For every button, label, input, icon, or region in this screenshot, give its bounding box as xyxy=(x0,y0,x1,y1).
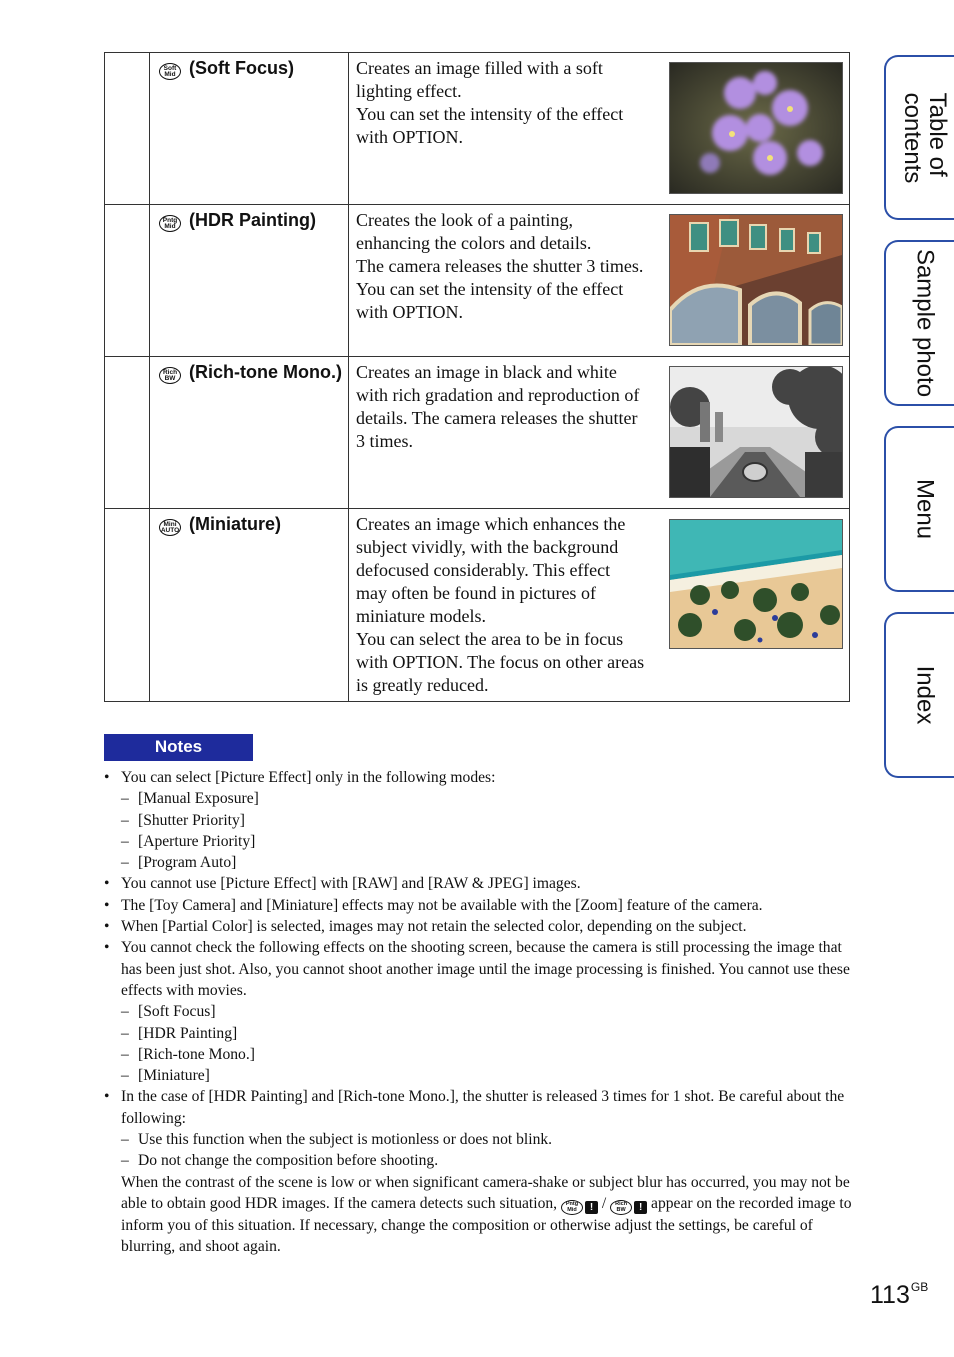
sub-item: – [Manual Exposure] xyxy=(121,790,259,808)
effect-description: Creates an image filled with a soft lighting effect. You can set the intensity of the effect with OPTION. xyxy=(356,58,624,147)
sub-item: – [Shutter Priority] xyxy=(121,811,245,829)
hdr-painting-sample-photo xyxy=(669,214,843,346)
rich-tone-mono-icon: Rich BW xyxy=(159,367,181,384)
notes-heading: Notes xyxy=(104,734,253,761)
effect-description: Creates the look of a painting, enhancing the colors and details. The camera releases the shutter 3 times. You can set the intensity of the effect with OPTION. xyxy=(356,210,644,322)
blank-cell xyxy=(105,205,150,357)
sub-item: – Do not change the composition before shooting. xyxy=(121,1152,439,1170)
rich-tone-mono-icon: Rich BW xyxy=(610,1200,632,1215)
blank-cell xyxy=(105,53,150,205)
tab-index[interactable] xyxy=(884,612,954,778)
effect-description-cell xyxy=(349,509,850,702)
hdr-painting-icon: Pntg Mid xyxy=(159,215,181,232)
effect-label: (Rich-tone Mono.) xyxy=(189,362,342,382)
effect-description: Creates an image which enhances the subject vividly, with the background defocused considerably. This effect may often be found in pictures of miniature models. You can select the area to be in focus with OPTION. The focus on other areas is greatly reduced. xyxy=(356,514,645,695)
list-item: • You can select [Picture Effect] only in the following modes: – [Manual Exposure] – [Shutter Priority] – [Aperture Priority] – [Program Auto] xyxy=(104,767,852,873)
tab-label: Sample photo xyxy=(911,248,939,398)
sub-item: – [Rich-tone Mono.] xyxy=(121,1045,255,1063)
effect-label: (HDR Painting) xyxy=(189,210,316,230)
effect-description-cell xyxy=(349,357,850,509)
list-item: • The [Toy Camera] and [Miniature] effects may not be available with the [Zoom] feature of the camera. xyxy=(104,896,763,914)
effect-description-cell xyxy=(349,205,850,357)
hdr-painting-icon: Pntg Mid xyxy=(561,1200,583,1215)
list-item: • You cannot use [Picture Effect] with [RAW] and [RAW & JPEG] images. xyxy=(104,875,581,893)
page-number: $113^{GB}$ xyxy=(870,1280,929,1309)
hdr-warning-paragraph: When the contrast of the scene is low or when significant camera-shake or subject blur has occurred, you may not be able to obtain good HDR images. If the camera detects such situation, Pntg Mid ! / Rich BW ! appear on the recorded image to inform you of this situation. If necessary, change the composition or otherwise adjust the settings, be careful of blurring, and shoot again. xyxy=(121,1173,852,1256)
rich-tone-mono-sample-photo xyxy=(669,366,843,498)
effect-label: (Miniature) xyxy=(189,514,281,534)
effect-name-cell xyxy=(150,53,349,205)
sub-item: – [Program Auto] xyxy=(121,854,237,872)
tab-table-of-contents[interactable] xyxy=(884,55,954,220)
tab-sample-photo[interactable] xyxy=(884,240,954,406)
soft-focus-sample-photo xyxy=(669,62,843,194)
sub-item: – [Aperture Priority] xyxy=(121,832,256,850)
warning-icon: ! xyxy=(634,1201,647,1214)
list-item: • When [Partial Color] is selected, images may not retain the selected color, depending on the subject. xyxy=(104,918,747,936)
tab-label: Index xyxy=(911,665,939,725)
miniature-sample-photo xyxy=(669,519,843,649)
table-row xyxy=(105,357,850,509)
tab-menu[interactable] xyxy=(884,426,954,592)
list-item: • In the case of [HDR Painting] and [Rich-tone Mono.], the shutter is released 3 times for 1 shot. Be careful about the following: – Use this function when the subject is motionless or does not blink. – Do not change the composition before shooting. When the contrast of the scene is low or when significant camera-shake or subject blur has occurred, you may not be able to obtain good HDR images. If the camera detects such situation, Pntg Mid ! / Rich BW ! appear on the recorded image to inform you of this situation. If necessary, change the composition or otherwise adjust the settings, be careful of blurring, and shoot again. xyxy=(104,1086,852,1257)
tab-label: Menu xyxy=(911,478,939,540)
soft-focus-icon: Soft Mid xyxy=(159,63,181,80)
sub-item: – [Miniature] xyxy=(121,1067,210,1085)
effect-name-cell xyxy=(150,205,349,357)
effect-description: Creates an image in black and white with rich gradation and reproduction of details. The camera releases the shutter 3 times. xyxy=(356,362,640,451)
tab-label: Table of contents xyxy=(899,92,951,183)
sub-item: – Use this function when the subject is motionless or does not blink. xyxy=(121,1131,553,1149)
picture-effects-table xyxy=(104,52,850,702)
table-row xyxy=(105,509,850,702)
effect-name-cell xyxy=(150,509,349,702)
list-item: • You cannot check the following effects on the shooting screen, because the camera is still processing the image that has been just shot. Also, you cannot shoot another image until the image processing is finished. You cannot use these effects with movies. – [Soft Focus] – [HDR Painting] – [Rich-tone Mono.] – [Miniature] xyxy=(104,937,852,1086)
warning-icon: ! xyxy=(585,1201,598,1214)
effect-description-cell xyxy=(349,53,850,205)
table-row xyxy=(105,53,850,205)
effect-name-cell xyxy=(150,357,349,509)
effect-label: (Soft Focus) xyxy=(189,58,294,78)
blank-cell xyxy=(105,509,150,702)
notes-list xyxy=(104,767,852,1258)
miniature-icon: Mini AUTO xyxy=(160,520,180,534)
sub-item: – [HDR Painting] xyxy=(121,1024,238,1042)
table-row xyxy=(105,205,850,357)
sub-item: – [Soft Focus] xyxy=(121,1003,216,1021)
blank-cell xyxy=(105,357,150,509)
